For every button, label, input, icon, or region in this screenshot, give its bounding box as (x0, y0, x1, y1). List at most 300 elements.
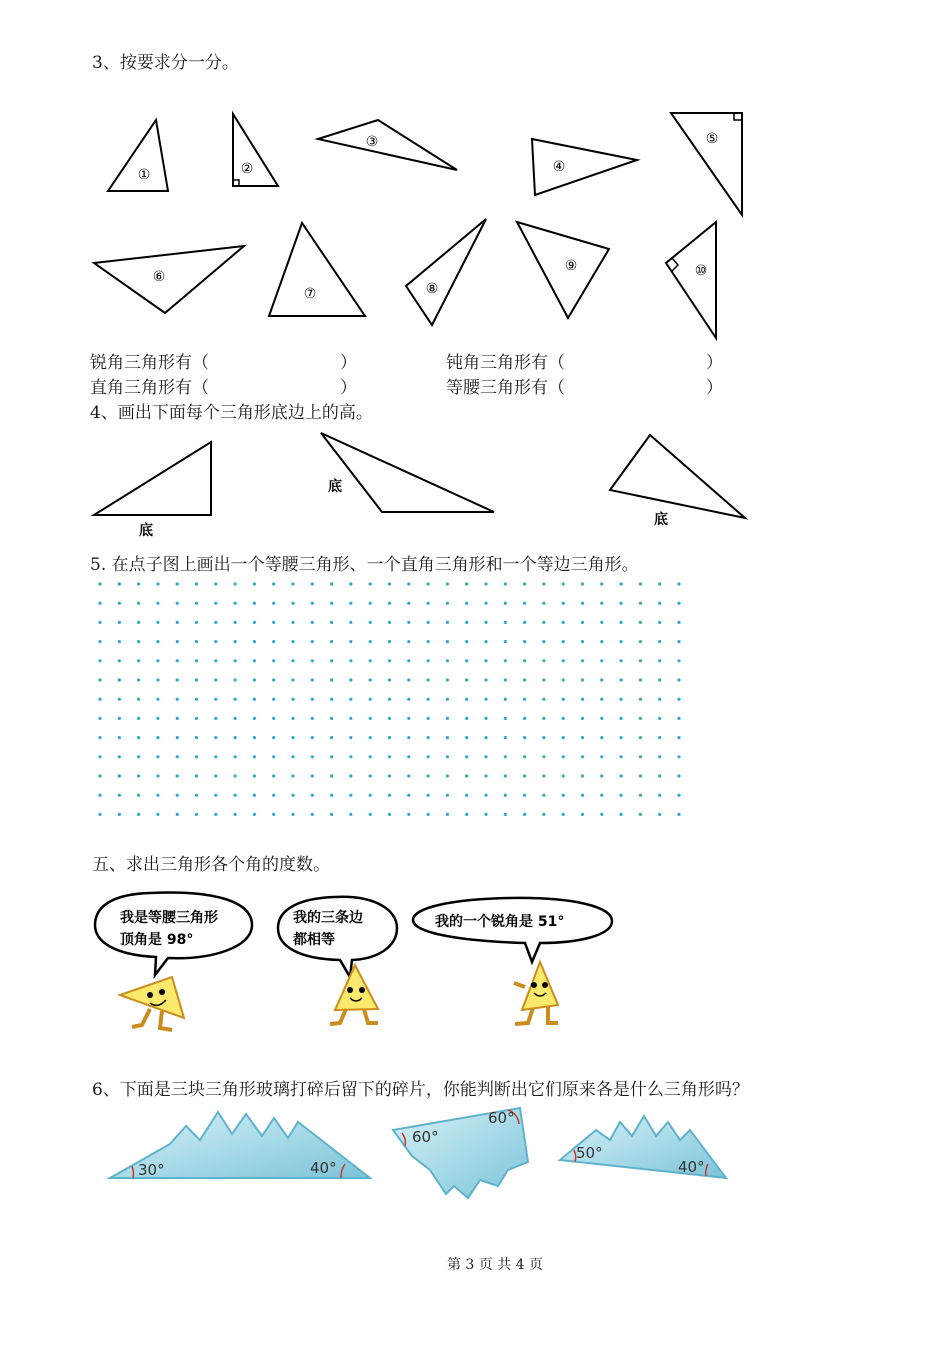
grid-dot[interactable] (581, 678, 584, 681)
grid-dot[interactable] (156, 621, 159, 624)
grid-dot[interactable] (214, 621, 217, 624)
grid-dot[interactable] (523, 755, 526, 758)
grid-dot[interactable] (234, 621, 237, 624)
grid-dot[interactable] (542, 755, 545, 758)
grid-dot[interactable] (658, 621, 661, 624)
grid-dot[interactable] (253, 755, 256, 758)
grid-dot[interactable] (388, 794, 391, 797)
grid-dot[interactable] (388, 755, 391, 758)
grid-dot[interactable] (658, 813, 661, 816)
grid-dot[interactable] (311, 640, 314, 643)
grid-dot[interactable] (562, 774, 565, 777)
grid-dot[interactable] (677, 736, 680, 739)
grid-dot[interactable] (156, 659, 159, 662)
grid-dot[interactable] (407, 640, 410, 643)
grid-dot[interactable] (658, 582, 661, 585)
grid-dot[interactable] (407, 813, 410, 816)
grid-dot[interactable] (369, 621, 372, 624)
grid-dot[interactable] (137, 582, 140, 585)
grid-dot[interactable] (214, 717, 217, 720)
grid-dot[interactable] (118, 621, 121, 624)
grid-dot[interactable] (98, 678, 101, 681)
grid-dot[interactable] (311, 813, 314, 816)
grid-dot[interactable] (504, 774, 507, 777)
grid-dot[interactable] (446, 640, 449, 643)
grid-dot[interactable] (311, 602, 314, 605)
grid-dot[interactable] (581, 698, 584, 701)
grid-dot[interactable] (677, 717, 680, 720)
grid-dot[interactable] (330, 755, 333, 758)
grid-dot[interactable] (176, 621, 179, 624)
grid-dot[interactable] (484, 659, 487, 662)
grid-dot[interactable] (349, 755, 352, 758)
grid-dot[interactable] (176, 640, 179, 643)
grid-dot[interactable] (677, 813, 680, 816)
grid-dot[interactable] (446, 717, 449, 720)
grid-dot[interactable] (677, 640, 680, 643)
grid-dot[interactable] (562, 582, 565, 585)
grid-dot[interactable] (542, 794, 545, 797)
grid-dot[interactable] (581, 717, 584, 720)
grid-dot[interactable] (195, 736, 198, 739)
grid-dot[interactable] (195, 621, 198, 624)
grid-dot[interactable] (465, 813, 468, 816)
grid-dot[interactable] (118, 640, 121, 643)
grid-dot[interactable] (369, 794, 372, 797)
grid-dot[interactable] (311, 755, 314, 758)
grid-dot[interactable] (176, 582, 179, 585)
grid-dot[interactable] (98, 602, 101, 605)
grid-dot[interactable] (388, 717, 391, 720)
grid-dot[interactable] (156, 582, 159, 585)
grid-dot[interactable] (581, 582, 584, 585)
grid-dot[interactable] (639, 813, 642, 816)
grid-dot[interactable] (98, 717, 101, 720)
grid-dot[interactable] (427, 659, 430, 662)
grid-dot[interactable] (156, 678, 159, 681)
grid-dot[interactable] (658, 755, 661, 758)
grid-dot[interactable] (620, 813, 623, 816)
grid-dot[interactable] (176, 813, 179, 816)
grid-dot[interactable] (446, 582, 449, 585)
grid-dot[interactable] (504, 640, 507, 643)
grid-dot[interactable] (523, 678, 526, 681)
grid-dot[interactable] (330, 736, 333, 739)
grid-dot[interactable] (156, 698, 159, 701)
grid-dot[interactable] (465, 736, 468, 739)
grid-dot[interactable] (330, 659, 333, 662)
grid-dot[interactable] (291, 621, 294, 624)
grid-dot[interactable] (600, 602, 603, 605)
grid-dot[interactable] (272, 640, 275, 643)
grid-dot[interactable] (98, 698, 101, 701)
grid-dot[interactable] (600, 736, 603, 739)
grid-dot[interactable] (427, 736, 430, 739)
grid-dot[interactable] (427, 755, 430, 758)
grid-dot[interactable] (311, 678, 314, 681)
grid-dot[interactable] (504, 794, 507, 797)
grid-dot[interactable] (137, 736, 140, 739)
grid-dot[interactable] (427, 621, 430, 624)
grid-dot[interactable] (658, 659, 661, 662)
grid-dot[interactable] (658, 602, 661, 605)
grid-dot[interactable] (176, 794, 179, 797)
grid-dot[interactable] (291, 813, 294, 816)
grid-dot[interactable] (446, 774, 449, 777)
grid-dot[interactable] (388, 621, 391, 624)
grid-dot[interactable] (465, 582, 468, 585)
grid-dot[interactable] (156, 813, 159, 816)
grid-dot[interactable] (620, 717, 623, 720)
grid-dot[interactable] (639, 755, 642, 758)
grid-dot[interactable] (330, 774, 333, 777)
grid-dot[interactable] (677, 659, 680, 662)
grid-dot[interactable] (407, 582, 410, 585)
grid-dot[interactable] (214, 755, 217, 758)
grid-dot[interactable] (523, 774, 526, 777)
grid-dot[interactable] (349, 640, 352, 643)
grid-dot[interactable] (600, 794, 603, 797)
grid-dot[interactable] (542, 736, 545, 739)
grid-dot[interactable] (427, 602, 430, 605)
grid-dot[interactable] (156, 717, 159, 720)
grid-dot[interactable] (600, 774, 603, 777)
grid-dot[interactable] (272, 621, 275, 624)
grid-dot[interactable] (369, 602, 372, 605)
grid-dot[interactable] (272, 736, 275, 739)
grid-dot[interactable] (407, 794, 410, 797)
grid-dot[interactable] (407, 659, 410, 662)
grid-dot[interactable] (98, 621, 101, 624)
grid-dot[interactable] (523, 813, 526, 816)
grid-dot[interactable] (523, 640, 526, 643)
grid-dot[interactable] (639, 717, 642, 720)
grid-dot[interactable] (253, 813, 256, 816)
grid-dot[interactable] (369, 582, 372, 585)
grid-dot[interactable] (137, 659, 140, 662)
grid-dot[interactable] (156, 640, 159, 643)
grid-dot[interactable] (388, 678, 391, 681)
grid-dot[interactable] (330, 678, 333, 681)
grid-dot[interactable] (427, 774, 430, 777)
grid-dot[interactable] (195, 755, 198, 758)
grid-dot[interactable] (291, 774, 294, 777)
grid-dot[interactable] (214, 698, 217, 701)
grid-dot[interactable] (291, 678, 294, 681)
grid-dot[interactable] (639, 774, 642, 777)
grid-dot[interactable] (658, 678, 661, 681)
grid-dot[interactable] (291, 582, 294, 585)
grid-dot[interactable] (523, 717, 526, 720)
grid-dot[interactable] (214, 582, 217, 585)
grid-dot[interactable] (98, 582, 101, 585)
grid-dot[interactable] (234, 717, 237, 720)
grid-dot[interactable] (407, 698, 410, 701)
grid-dot[interactable] (523, 582, 526, 585)
grid-dot[interactable] (98, 640, 101, 643)
grid-dot[interactable] (234, 813, 237, 816)
grid-dot[interactable] (407, 602, 410, 605)
grid-dot[interactable] (234, 640, 237, 643)
grid-dot[interactable] (600, 755, 603, 758)
grid-dot[interactable] (253, 698, 256, 701)
grid-dot[interactable] (349, 698, 352, 701)
grid-dot[interactable] (465, 717, 468, 720)
grid-dot[interactable] (504, 813, 507, 816)
grid-dot[interactable] (677, 698, 680, 701)
grid-dot[interactable] (272, 813, 275, 816)
grid-dot[interactable] (484, 755, 487, 758)
grid-dot[interactable] (369, 640, 372, 643)
grid-dot[interactable] (118, 736, 121, 739)
grid-dot[interactable] (446, 794, 449, 797)
grid-dot[interactable] (562, 698, 565, 701)
grid-dot[interactable] (542, 659, 545, 662)
grid-dot[interactable] (214, 794, 217, 797)
grid-dot[interactable] (484, 621, 487, 624)
grid-dot[interactable] (658, 736, 661, 739)
grid-dot[interactable] (137, 794, 140, 797)
grid-dot[interactable] (291, 640, 294, 643)
grid-dot[interactable] (677, 678, 680, 681)
grid-dot[interactable] (639, 659, 642, 662)
grid-dot[interactable] (523, 698, 526, 701)
grid-dot[interactable] (639, 621, 642, 624)
grid-dot[interactable] (311, 774, 314, 777)
grid-dot[interactable] (349, 736, 352, 739)
grid-dot[interactable] (562, 659, 565, 662)
grid-dot[interactable] (272, 659, 275, 662)
grid-dot[interactable] (504, 582, 507, 585)
grid-dot[interactable] (562, 640, 565, 643)
grid-dot[interactable] (195, 678, 198, 681)
grid-dot[interactable] (388, 736, 391, 739)
grid-dot[interactable] (581, 774, 584, 777)
grid-dot[interactable] (600, 621, 603, 624)
grid-dot[interactable] (214, 602, 217, 605)
grid-dot[interactable] (600, 698, 603, 701)
grid-dot[interactable] (234, 794, 237, 797)
grid-dot[interactable] (291, 794, 294, 797)
grid-dot[interactable] (427, 698, 430, 701)
grid-dot[interactable] (465, 621, 468, 624)
grid-dot[interactable] (484, 698, 487, 701)
grid-dot[interactable] (176, 717, 179, 720)
grid-dot[interactable] (349, 794, 352, 797)
grid-dot[interactable] (118, 582, 121, 585)
grid-dot[interactable] (349, 717, 352, 720)
grid-dot[interactable] (98, 659, 101, 662)
grid-dot[interactable] (639, 794, 642, 797)
grid-dot[interactable] (504, 736, 507, 739)
grid-dot[interactable] (484, 794, 487, 797)
grid-dot[interactable] (484, 640, 487, 643)
grid-dot[interactable] (156, 774, 159, 777)
grid-dot[interactable] (600, 640, 603, 643)
grid-dot[interactable] (620, 602, 623, 605)
grid-dot[interactable] (176, 659, 179, 662)
grid-dot[interactable] (234, 602, 237, 605)
grid-dot[interactable] (176, 602, 179, 605)
grid-dot[interactable] (156, 736, 159, 739)
grid-dot[interactable] (118, 698, 121, 701)
grid-dot[interactable] (677, 774, 680, 777)
grid-dot[interactable] (311, 621, 314, 624)
grid-dot[interactable] (639, 640, 642, 643)
grid-dot[interactable] (562, 736, 565, 739)
grid-dot[interactable] (330, 794, 333, 797)
grid-dot[interactable] (407, 717, 410, 720)
grid-dot[interactable] (484, 813, 487, 816)
grid-dot[interactable] (427, 678, 430, 681)
grid-dot[interactable] (620, 774, 623, 777)
grid-dot[interactable] (253, 640, 256, 643)
grid-dot[interactable] (156, 794, 159, 797)
grid-dot[interactable] (465, 698, 468, 701)
grid-dot[interactable] (581, 640, 584, 643)
grid-dot[interactable] (349, 602, 352, 605)
grid-dot[interactable] (542, 717, 545, 720)
grid-dot[interactable] (330, 813, 333, 816)
grid-dot[interactable] (427, 717, 430, 720)
grid-dot[interactable] (465, 659, 468, 662)
grid-dot[interactable] (542, 698, 545, 701)
grid-dot[interactable] (311, 717, 314, 720)
grid-dot[interactable] (291, 659, 294, 662)
grid-dot[interactable] (388, 582, 391, 585)
grid-dot[interactable] (639, 698, 642, 701)
grid-dot[interactable] (311, 659, 314, 662)
grid-dot[interactable] (234, 774, 237, 777)
grid-dot[interactable] (562, 755, 565, 758)
grid-dot[interactable] (581, 659, 584, 662)
grid-dot[interactable] (523, 621, 526, 624)
grid-dot[interactable] (369, 698, 372, 701)
grid-dot[interactable] (523, 602, 526, 605)
grid-dot[interactable] (118, 755, 121, 758)
grid-dot[interactable] (272, 698, 275, 701)
grid-dot[interactable] (620, 736, 623, 739)
grid-dot[interactable] (581, 602, 584, 605)
grid-dot[interactable] (214, 813, 217, 816)
grid-dot[interactable] (195, 794, 198, 797)
grid-dot[interactable] (137, 813, 140, 816)
grid-dot[interactable] (272, 678, 275, 681)
grid-dot[interactable] (523, 659, 526, 662)
grid-dot[interactable] (562, 602, 565, 605)
grid-dot[interactable] (176, 678, 179, 681)
grid-dot[interactable] (118, 678, 121, 681)
grid-dot[interactable] (427, 813, 430, 816)
grid-dot[interactable] (214, 774, 217, 777)
grid-dot[interactable] (504, 602, 507, 605)
grid-dot[interactable] (253, 736, 256, 739)
grid-dot[interactable] (465, 755, 468, 758)
grid-dot[interactable] (253, 717, 256, 720)
grid-dot[interactable] (176, 698, 179, 701)
grid-dot[interactable] (195, 582, 198, 585)
grid-dot[interactable] (620, 678, 623, 681)
grid-dot[interactable] (98, 813, 101, 816)
grid-dot[interactable] (523, 736, 526, 739)
grid-dot[interactable] (311, 794, 314, 797)
grid-dot[interactable] (234, 678, 237, 681)
grid-dot[interactable] (677, 794, 680, 797)
grid-dot[interactable] (137, 717, 140, 720)
grid-dot[interactable] (234, 582, 237, 585)
grid-dot[interactable] (369, 717, 372, 720)
grid-dot[interactable] (176, 755, 179, 758)
grid-dot[interactable] (427, 640, 430, 643)
grid-dot[interactable] (620, 640, 623, 643)
grid-dot[interactable] (620, 659, 623, 662)
grid-dot[interactable] (330, 621, 333, 624)
grid-dot[interactable] (388, 659, 391, 662)
grid-dot[interactable] (600, 678, 603, 681)
grid-dot[interactable] (658, 774, 661, 777)
grid-dot[interactable] (195, 659, 198, 662)
grid-dot[interactable] (272, 717, 275, 720)
grid-dot[interactable] (176, 736, 179, 739)
grid-dot[interactable] (446, 678, 449, 681)
grid-dot[interactable] (523, 794, 526, 797)
grid-dot[interactable] (600, 813, 603, 816)
grid-dot[interactable] (253, 621, 256, 624)
grid-dot[interactable] (369, 736, 372, 739)
grid-dot[interactable] (658, 717, 661, 720)
grid-dot[interactable] (272, 602, 275, 605)
grid-dot[interactable] (195, 774, 198, 777)
grid-dot[interactable] (330, 698, 333, 701)
grid-dot[interactable] (407, 755, 410, 758)
grid-dot[interactable] (156, 755, 159, 758)
grid-dot[interactable] (658, 794, 661, 797)
grid-dot[interactable] (195, 602, 198, 605)
grid-dot[interactable] (291, 602, 294, 605)
grid-dot[interactable] (600, 659, 603, 662)
grid-dot[interactable] (176, 774, 179, 777)
grid-dot[interactable] (542, 774, 545, 777)
grid-dot[interactable] (562, 678, 565, 681)
grid-dot[interactable] (195, 813, 198, 816)
grid-dot[interactable] (407, 621, 410, 624)
grid-dot[interactable] (504, 621, 507, 624)
grid-dot[interactable] (291, 717, 294, 720)
grid-dot[interactable] (504, 659, 507, 662)
grid-dot[interactable] (214, 736, 217, 739)
grid-dot[interactable] (542, 602, 545, 605)
grid-dot[interactable] (137, 774, 140, 777)
grid-dot[interactable] (677, 621, 680, 624)
grid-dot[interactable] (504, 755, 507, 758)
grid-dot[interactable] (677, 602, 680, 605)
grid-dot[interactable] (369, 678, 372, 681)
grid-dot[interactable] (581, 621, 584, 624)
grid-dot[interactable] (542, 640, 545, 643)
grid-dot[interactable] (195, 698, 198, 701)
grid-dot[interactable] (446, 659, 449, 662)
grid-dot[interactable] (446, 602, 449, 605)
grid-dot[interactable] (253, 678, 256, 681)
grid-dot[interactable] (484, 582, 487, 585)
grid-dot[interactable] (156, 602, 159, 605)
grid-dot[interactable] (407, 678, 410, 681)
grid-dot[interactable] (118, 602, 121, 605)
grid-dot[interactable] (291, 755, 294, 758)
grid-dot[interactable] (253, 659, 256, 662)
grid-dot[interactable] (330, 717, 333, 720)
grid-dot[interactable] (195, 717, 198, 720)
